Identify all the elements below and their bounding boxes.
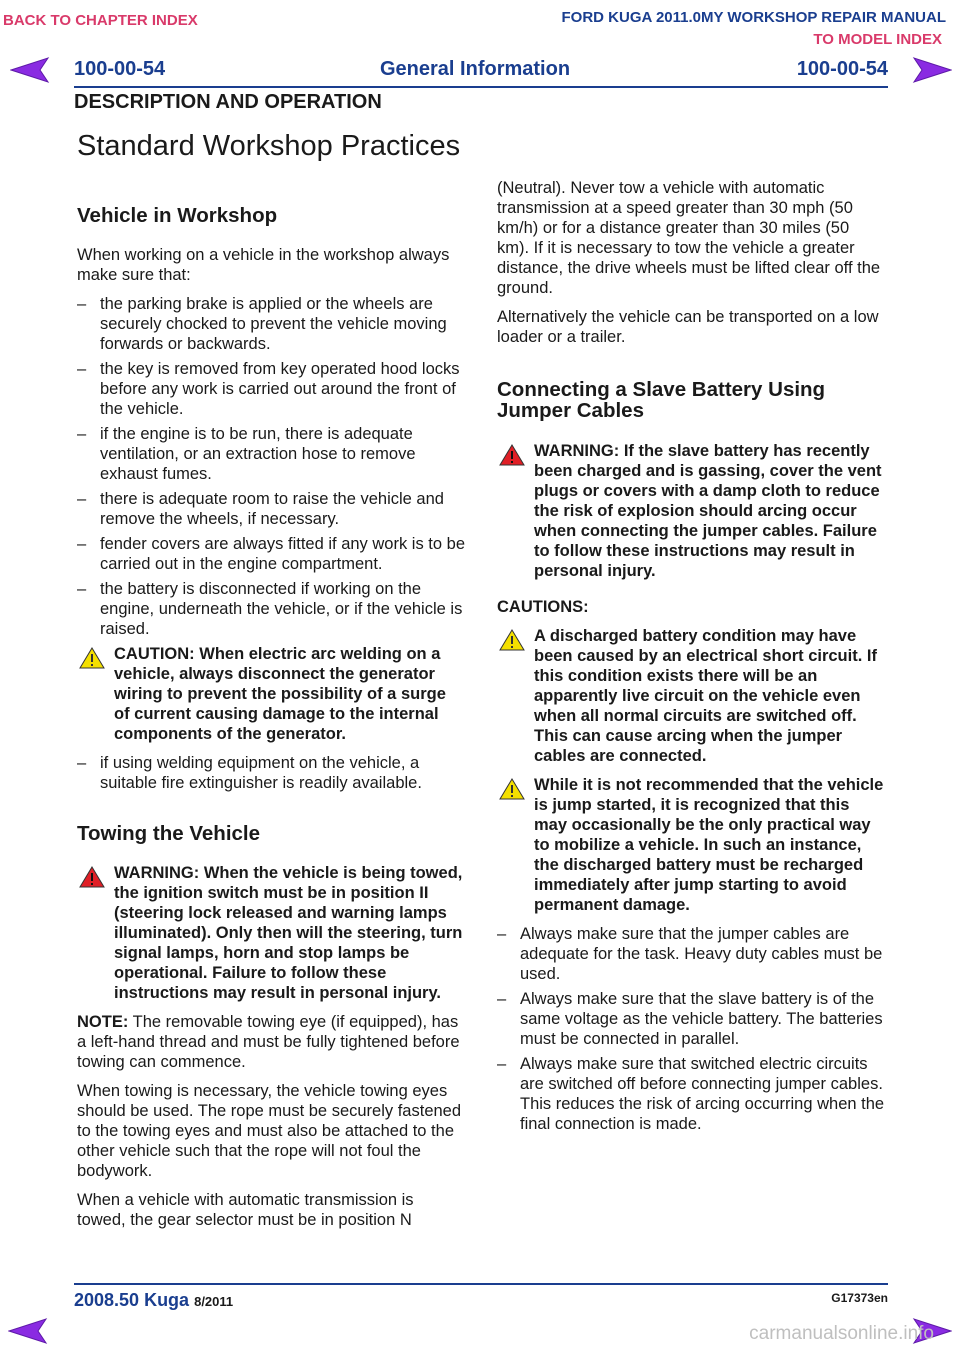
note-text: The removable towing eye (if equipped), has a left-hand thread and must be fully tightened before towing can commence. <box>77 1013 460 1071</box>
list-item: – Always make sure that switched electric circuits are switched off before connecting jumper cables. This reduces the risk of arcing occurring when the final connection is made. <box>497 1054 885 1134</box>
towing-note <box>77 1012 465 1072</box>
warning-triangle-icon <box>79 866 105 888</box>
warning-text: WARNING: If the slave battery has recently been charged and is gassing, cover the vent plugs or covers with a damp cloth to reduce the risk of explosion should arcing occur when connecting the jumper cables. Failure to follow these instructions may result in personal injury. <box>534 442 882 580</box>
caution-text: A discharged battery condition may have been caused by an electrical short circuit. If this condition exists there will be an apparently live circuit on the vehicle even when all normal circuits are switched off. This can cause arcing when the jumper cables are connected. <box>534 627 877 765</box>
workshop-heading: Vehicle in Workshop <box>77 204 278 227</box>
caution-text: While it is not recommended that the vehicle is jump started, it is recognized that this may occasionally be the only practical way to mobilize a vehicle. In such an instance, the discharged battery must be recharged immediately after jump starting to avoid permanent damage. <box>534 776 884 914</box>
footer-divider <box>74 1283 888 1285</box>
workshop-list <box>77 294 465 639</box>
footer-model <box>74 1290 233 1311</box>
header-divider <box>74 86 888 88</box>
list-item: – Always make sure that the slave battery is of the same voltage as the vehicle battery. The batteries must be connected in parallel. <box>497 989 885 1049</box>
list-item: – if the engine is to be run, there is adequate ventilation, or an extraction hose to remove exhaust fumes. <box>77 424 465 484</box>
towing-paragraph-2-cont: (Neutral). Never tow a vehicle with automatic transmission at a speed greater than 30 mph (50 km/h) or for a distance greater than 30 miles (50 km). If it is necessary to tow the vehicle a greater distance, the drive wheels must be lifted clear off the ground. <box>497 179 881 297</box>
left-column <box>77 205 465 1239</box>
warning-text: WARNING: When the vehicle is being towed, the ignition switch must be in position II (steering lock released and warning lamps illuminated). Only then will the steering, turn signal lamps, horn and stop lamps be operational. Failure to follow these instructions may result in personal injury. <box>114 864 463 1002</box>
towing-paragraph-1: When towing is necessary, the vehicle towing eyes should be used. The rope must be securely fastened to the towing eyes and must also be attached to the other vehicle such that the rope will not foul the bodywork. <box>77 1082 462 1180</box>
subsection-title: DESCRIPTION AND OPERATION <box>74 91 382 113</box>
battery-warning <box>497 441 885 581</box>
caution-triangle-icon <box>79 647 105 669</box>
caution-triangle-icon <box>499 629 525 651</box>
list-item: – there is adequate room to raise the vehicle and remove the wheels, if necessary. <box>77 489 465 529</box>
battery-caution-1 <box>497 626 885 766</box>
note-label: NOTE: <box>77 1013 129 1031</box>
model-name: 2008.50 Kuga <box>74 1290 190 1310</box>
towing-heading: Towing the Vehicle <box>77 822 261 845</box>
back-to-chapter-index-link[interactable]: BACK TO CHAPTER INDEX <box>3 12 198 29</box>
list-item: – if using welding equipment on the vehicle, a suitable fire extinguisher is readily available. <box>77 753 465 793</box>
section-title: General Information <box>380 58 571 80</box>
right-column <box>497 178 885 1139</box>
list-item: – fender covers are always fitted if any work is to be carried out in the engine compartment. <box>77 534 465 574</box>
towing-paragraph-2: When a vehicle with automatic transmission is towed, the gear selector must be in position N <box>77 1191 414 1229</box>
battery-caution-2 <box>497 775 885 915</box>
cautions-label: CAUTIONS: <box>497 598 589 616</box>
page-number-right: 100-00-54 <box>796 58 888 80</box>
welding-caution <box>77 644 465 744</box>
warning-triangle-icon <box>499 444 525 466</box>
footer-date: 8/2011 <box>194 1294 234 1309</box>
document-code: G17373en <box>831 1291 888 1305</box>
arrow-left-icon[interactable] <box>10 57 50 83</box>
list-item: – Always make sure that the jumper cables are adequate for the task. Heavy duty cables must be used. <box>497 924 885 984</box>
towing-warning <box>77 863 465 1003</box>
workshop-list-2 <box>77 753 465 793</box>
caution-text: CAUTION: When electric arc welding on a vehicle, always disconnect the generator wiring to prevent the possibility of a surge of current causing damage to the internal components of the generator. <box>114 645 446 743</box>
page-title: Standard Workshop Practices <box>77 130 461 162</box>
manual-title: FORD KUGA 2011.0MY WORKSHOP REPAIR MANUAL <box>561 9 946 26</box>
arrow-right-icon[interactable] <box>912 57 952 83</box>
battery-list <box>497 924 885 1134</box>
watermark: carmanualsonline.info <box>749 1323 934 1344</box>
workshop-intro: When working on a vehicle in the workshop always make sure that: <box>77 246 450 284</box>
list-item: – the key is removed from key operated hood locks before any work is carried out around the front of the vehicle. <box>77 359 465 419</box>
list-item: – the battery is disconnected if working on the engine, underneath the vehicle, or if the vehicle is raised. <box>77 579 465 639</box>
arrow-left-icon[interactable] <box>8 1318 48 1344</box>
to-model-index-link[interactable]: TO MODEL INDEX <box>813 31 942 48</box>
list-item: – the parking brake is applied or the wheels are securely chocked to prevent the vehicle moving forwards or backwards. <box>77 294 465 354</box>
towing-paragraph-3: Alternatively the vehicle can be transported on a low loader or a trailer. <box>497 308 879 346</box>
battery-heading: Connecting a Slave Battery Using Jumper Cables <box>497 378 826 422</box>
page-number-left: 100-00-54 <box>74 58 166 80</box>
caution-triangle-icon <box>499 778 525 800</box>
